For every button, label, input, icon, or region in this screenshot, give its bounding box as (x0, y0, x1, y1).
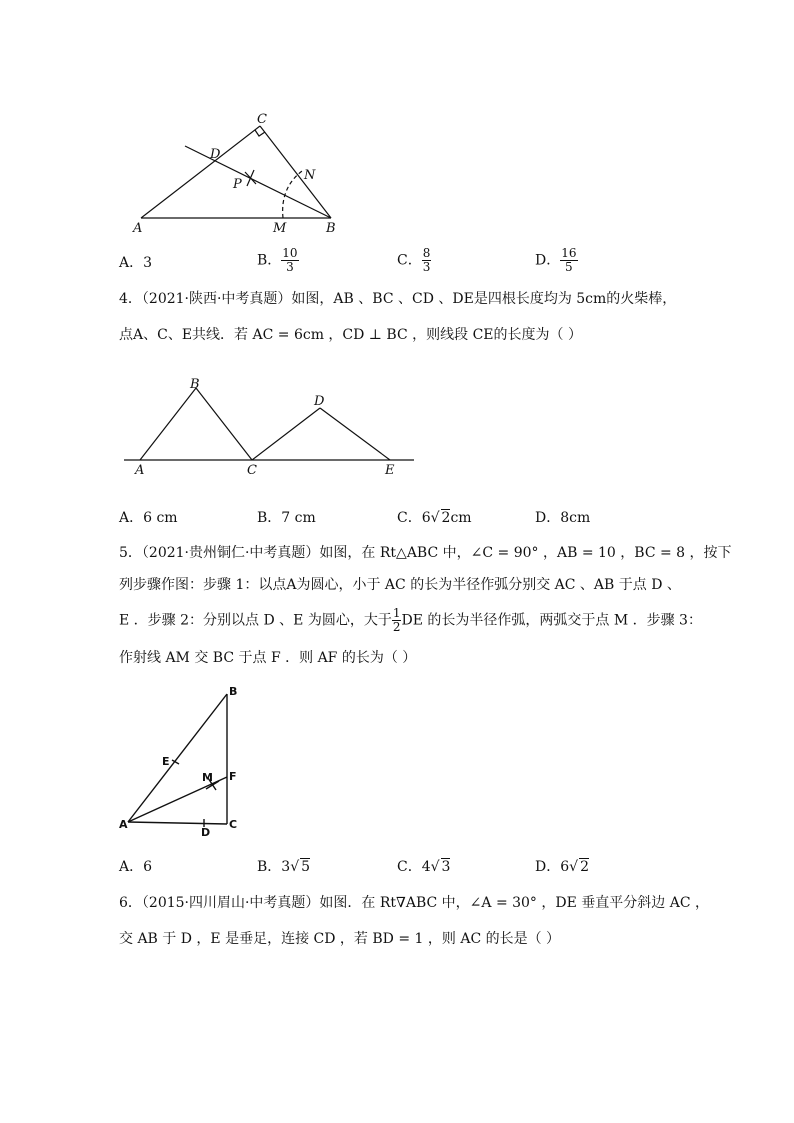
q5-option-c-prefix: C．4 (397, 859, 431, 875)
q5-label-b: B (229, 685, 238, 698)
q5-segment-ac (128, 822, 227, 824)
q5-label-c: C (229, 818, 238, 831)
q3-option-d-numerator: 16 (561, 246, 577, 260)
q3-label-p: P (233, 177, 242, 192)
q5-label-m: M (202, 771, 213, 784)
q4-option-c[interactable] (397, 508, 472, 528)
q5-option-d-prefix: D．6 (535, 859, 570, 875)
q5-label-d: D (201, 826, 211, 839)
q4-stem-line-2: 点A、C、E共线．若 AC = 6cm ，CD ⊥ BC ，则线段 CE的长度为（ ） (119, 327, 582, 343)
q3-segment-bc (260, 126, 331, 218)
q4-figure (120, 370, 420, 480)
q4-matchstick-de (320, 408, 390, 460)
q4-label-a: A (135, 463, 145, 478)
q4-option-c-suffix: cm (450, 510, 472, 526)
sqrt-icon: √ (290, 859, 300, 875)
q3-option-c-fraction (422, 247, 432, 274)
q3-option-a-value: 3 (143, 255, 153, 271)
q3-label-a: A (133, 221, 143, 236)
q5-option-d[interactable] (535, 857, 589, 877)
q5-option-a[interactable]: A．6 (119, 859, 153, 875)
q4-label-e: E (385, 463, 395, 478)
q3-option-c[interactable] (397, 247, 431, 274)
sqrt-icon: √ (430, 510, 440, 526)
q3-label-b: B (326, 221, 336, 236)
q5-option-c-radicand: 3 (441, 859, 451, 875)
q4-option-b[interactable]: B．7 cm (257, 510, 316, 526)
q5-option-b-prefix: B．3 (257, 859, 291, 875)
q3-option-a[interactable] (119, 253, 152, 273)
q3-option-b-numerator: 10 (282, 246, 298, 260)
q3-option-d-fraction (560, 247, 577, 274)
q3-option-b-denominator: 3 (286, 260, 294, 274)
q5-stem-line-4: 作射线 AM 交 BC 于点 F ．则 AF 的长为（ ） (119, 650, 417, 666)
q5-stem-line-3-pre: E ．步骤 2：分别以点 D 、E 为圆心，大于 (119, 612, 392, 629)
q3-arc-p2 (247, 170, 254, 186)
q5-label-e: E (162, 755, 170, 768)
q3-option-b[interactable] (257, 247, 299, 274)
q3-option-b-fraction (281, 247, 298, 274)
q5-segment-ab (128, 694, 227, 822)
q3-label-n: N (304, 168, 316, 183)
q3-option-c-numerator: 8 (422, 246, 431, 260)
q4-option-d[interactable]: D．8cm (535, 510, 591, 526)
q4-stem-line-1: 4．（2021·陕西·中考真题）如图，AB 、BC 、CD 、DE是四根长度均为 5cm的火柴棒， (119, 291, 677, 307)
q4-label-b: B (190, 377, 200, 392)
q4-option-c-radicand: 2 (441, 510, 451, 526)
q5-stem-line-2: 列步骤作图：步骤 1：以点A为圆心，小于 AC 的长为半径作弧分别交 AC 、AB 于点 D 、 (119, 577, 681, 593)
q5-stem-line-1: 5．（2021·贵州铜仁·中考真题）如图，在 Rt△ABC 中，∠C = 90° ，AB = 10 ，BC = 8 ，按下 (119, 545, 732, 561)
q4-label-d: D (314, 394, 325, 409)
q3-option-d[interactable] (535, 247, 578, 274)
q5-option-b-radicand: 5 (301, 859, 311, 875)
q4-option-a[interactable]: A．6 cm (119, 510, 178, 526)
q5-stem-line-3 (119, 607, 702, 634)
q6-stem-line-1: 6．（2015·四川眉山·中考真题）如图．在 Rt∇ABC 中，∠A = 30° ，DE 垂直平分斜边 AC ， (119, 895, 710, 911)
sqrt-icon: √ (569, 859, 579, 875)
q3-segment-ac (141, 126, 260, 218)
q5-option-d-radicand: 2 (580, 859, 589, 875)
q3-option-a-prefix: A． (119, 255, 144, 271)
q4-matchstick-cd (252, 408, 320, 460)
q5-label-a: A (119, 818, 128, 831)
q6-stem-line-2: 交 AB 于 D ，E 是垂足，连接 CD ，若 BD = 1 ，则 AC 的长是（ ） (119, 931, 561, 947)
q5-figure (118, 685, 248, 840)
sqrt-icon: √ (430, 859, 440, 875)
q4-label-c: C (247, 463, 257, 478)
q3-label-d: D (210, 147, 221, 162)
q5-label-f: F (229, 770, 237, 783)
q3-figure (130, 108, 350, 238)
q5-half-denominator: 2 (392, 620, 401, 634)
q4-matchstick-ab (140, 388, 196, 460)
q3-label-c: C (257, 112, 267, 127)
q3-option-c-prefix: C． (397, 252, 422, 269)
q3-option-c-denominator: 3 (422, 260, 431, 274)
q3-option-d-prefix: D． (535, 252, 561, 269)
q4-option-c-prefix: C．6 (397, 510, 431, 526)
q5-option-c[interactable] (397, 857, 450, 877)
q5-half-numerator: 1 (392, 606, 401, 620)
q3-option-d-denominator: 5 (565, 260, 573, 274)
q3-arc-mn (283, 171, 302, 218)
q5-option-b[interactable] (257, 857, 310, 877)
q3-option-b-prefix: B． (257, 252, 282, 269)
q3-label-m: M (273, 221, 287, 236)
q5-stem-line-3-post: DE 的长为半径作弧，两弧交于点 M ．步骤 3： (401, 612, 702, 629)
q4-matchstick-bc (196, 388, 252, 460)
